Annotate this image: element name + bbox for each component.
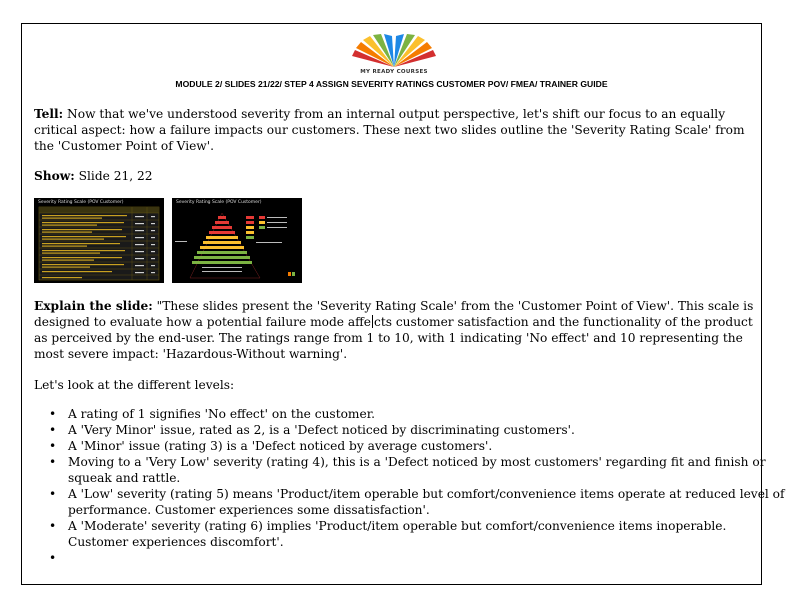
slide-22-title: Severity Rating Scale (POV Customer)	[176, 200, 262, 205]
slide-21-title: Severity Rating Scale (POV Customer)	[38, 200, 124, 205]
slide-22-thumbnail	[172, 198, 302, 283]
tell-label: Tell:	[34, 107, 64, 121]
list-item: • A rating of 1 signifies 'No effect' on the customer.	[68, 406, 786, 422]
explain-paragraph	[34, 298, 754, 362]
show-text: Slide 21, 22	[74, 169, 153, 183]
text-cursor	[372, 315, 373, 328]
list-item: • A 'Very Minor' issue, rated as 2, is a 'Defect noticed by discriminating customers'.	[68, 422, 786, 438]
tell-text: Now that we've understood severity from an internal output perspective, let's shift our focus to an equally critical aspect: how a failure impacts our customers. These next two slides outline the 'Severity Rating Scale' from the 'Customer Point of View'.	[34, 107, 745, 153]
slide-21-thumbnail	[34, 198, 164, 283]
list-item: • A 'Moderate' severity (rating 6) implies 'Product/item operable but comfort/convenience items inoperable. Customer experiences discomfort'.	[68, 518, 786, 550]
list-item: • A 'Low' severity (rating 5) means 'Product/item operable but comfort/convenience items operate at reduced level of performance. Customer experiences some dissatisfaction'.	[68, 486, 786, 518]
list-item: • Moving to a 'Very Low' severity (rating 4), this is a 'Defect noticed by most customers' regarding fit and finish or squeak and rattle.	[68, 454, 786, 486]
explain-text-part1: "These slides present the 'Severity Rating Scale' from the 'Customer Point of View'. This scale is designed to evaluate how a potential failure mode affe	[34, 299, 754, 329]
list-item	[68, 550, 786, 566]
explain-label: Explain the slide:	[34, 299, 153, 313]
slide-22-pyramid-graphic	[172, 198, 302, 283]
list-item: • A 'Minor' issue (rating 3) is a 'Defect noticed by average customers'.	[68, 438, 786, 454]
logo-text: MY READY COURSES	[360, 69, 428, 75]
open-book-icon	[347, 31, 441, 71]
levels-list	[34, 406, 786, 566]
show-paragraph	[34, 168, 754, 184]
levels-intro: Let's look at the different levels:	[34, 378, 235, 392]
my-ready-courses-logo	[347, 31, 441, 79]
module-title: MODULE 2/ SLIDES 21/22/ STEP 4 ASSIGN SEVERITY RATINGS CUSTOMER POV/ FMEA/ TRAINER GUIDE	[175, 79, 608, 89]
show-label: Show:	[34, 169, 75, 183]
tell-paragraph	[34, 106, 754, 154]
slide-21-table-graphic	[34, 198, 164, 283]
explain-text-part2: cts customer satisfaction and the functionality of the product as perceived by the end-user. The ratings range from 1 to 10, with 1 indicating 'No effect' and 10 representing the most severe impact: 'Hazardous-Without warning'.	[34, 315, 753, 361]
